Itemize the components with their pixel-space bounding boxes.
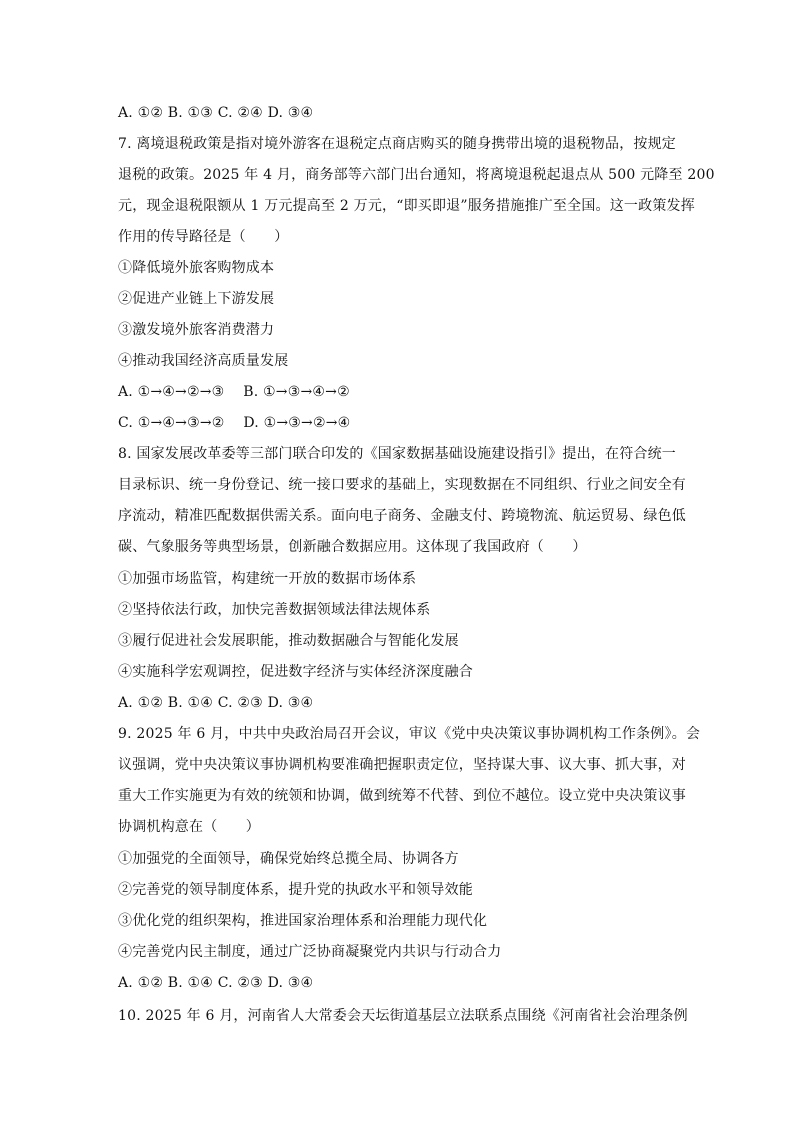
q9-stem-line-4: 协调机构意在（ ） — [118, 819, 260, 835]
q7-item-2: ②促进产业链上下游发展 — [118, 291, 275, 307]
q7-options-cd: C. ①→④→③→② D. ①→③→②→④ — [118, 415, 351, 431]
q8-item-3: ③履行促进社会发展职能，推动数据融合与智能化发展 — [118, 633, 459, 649]
q9-item-4: ④完善党内民主制度，通过广泛协商凝聚党内共识与行动合力 — [118, 944, 502, 960]
q7-stem-line-3: 元，现金退税限额从 1 万元提高至 2 万元，“即买即退”服务措施推广至全国。这一政策发挥 — [118, 198, 695, 214]
q9-stem-line-3: 重大工作实施更为有效的统领和协调，做到统筹不代替、到位不越位。设立党中央决策议事 — [118, 788, 686, 804]
q7-stem-line-1: 7. 离境退税政策是指对境外游客在退税定点商店购买的随身携带出境的退税物品，按规定 — [118, 136, 677, 152]
q7-item-3: ③激发境外旅客消费潜力 — [118, 322, 275, 338]
q9-item-1: ①加强党的全面领导，确保党始终总揽全局、协调各方 — [118, 851, 459, 867]
q8-item-2: ②坚持依法行政，加快完善数据领域法律法规体系 — [118, 602, 431, 618]
q8-item-1: ①加强市场监管，构建统一开放的数据市场体系 — [118, 571, 417, 587]
q6-options: A. ①② B. ①③ C. ②④ D. ③④ — [118, 105, 314, 121]
q10-stem-line-1: 10. 2025 年 6 月，河南省人大常委会天坛街道基层立法联系点围绕《河南省社会治理条例 — [118, 1008, 688, 1024]
q8-stem-line-4: 碳、气象服务等典型场景，创新融合数据应用。这体现了我国政府（ ） — [118, 539, 587, 555]
q7-item-1: ①降低境外旅客购物成本 — [118, 260, 275, 276]
q7-stem-line-4: 作用的传导路径是（ ） — [118, 229, 289, 245]
q8-stem-line-1: 8. 国家发展改革委等三部门联合印发的《国家数据基础设施建设指引》提出，在符合统一 — [118, 446, 677, 462]
q8-stem-line-2: 目录标识、统一身份登记、统一接口要求的基础上，实现数据在不同组织、行业之间安全有 — [118, 477, 686, 493]
q7-item-4: ④推动我国经济高质量发展 — [118, 353, 289, 369]
q9-item-2: ②完善党的领导制度体系，提升党的执政水平和领导效能 — [118, 882, 473, 898]
q9-item-3: ③优化党的组织架构，推进国家治理体系和治理能力现代化 — [118, 913, 488, 929]
q7-options-ab: A. ①→④→②→③ B. ①→③→④→② — [118, 384, 350, 400]
q8-item-4: ④实施科学宏观调控，促进数字经济与实体经济深度融合 — [118, 664, 473, 680]
q9-stem-line-2: 议强调，党中央决策议事协调机构要准确把握职责定位，坚持谋大事、议大事、抓大事，对 — [118, 757, 686, 773]
q9-stem-line-1: 9. 2025 年 6 月，中共中央政治局召开会议，审议《党中央决策议事协调机构工作条例》。会 — [118, 726, 701, 742]
q7-stem-line-2: 退税的政策。2025 年 4 月，商务部等六部门出台通知，将离境退税起退点从 500 元降至 200 — [118, 167, 715, 183]
q8-options: A. ①② B. ①④ C. ②③ D. ③④ — [118, 695, 314, 711]
q9-options: A. ①② B. ①④ C. ②③ D. ③④ — [118, 975, 314, 991]
q8-stem-line-3: 序流动，精准匹配数据供需关系。面向电子商务、金融支付、跨境物流、航运贸易、绿色低 — [118, 508, 686, 524]
